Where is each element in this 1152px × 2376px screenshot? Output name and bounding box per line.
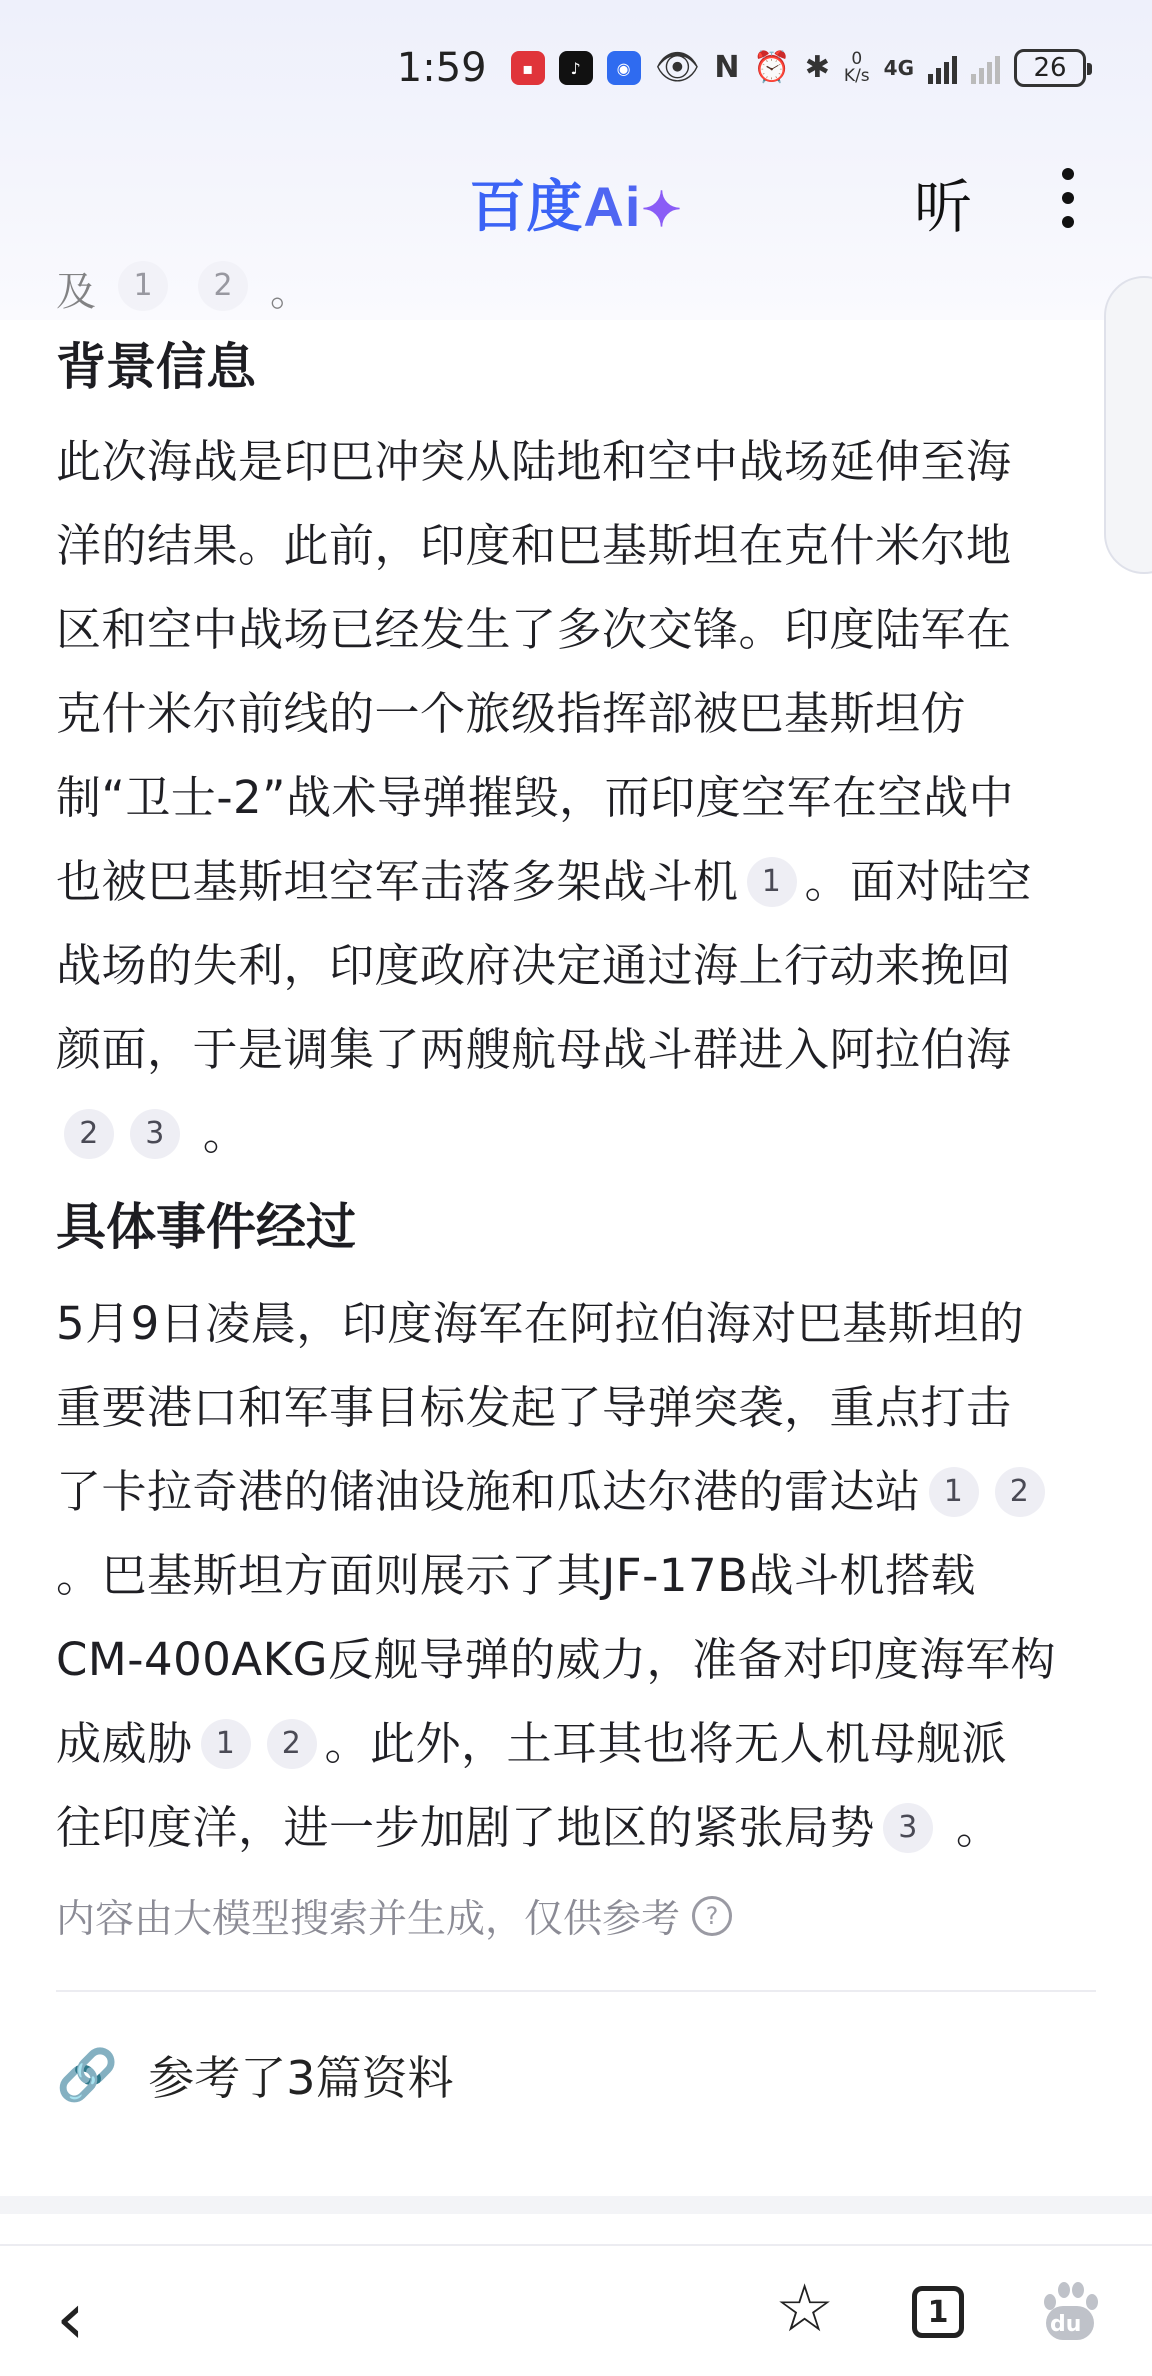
citation-badge[interactable]: 3	[130, 1109, 180, 1159]
text-line	[56, 1534, 1096, 1618]
sparkle-icon: ✦	[641, 184, 683, 237]
text-line	[56, 672, 1096, 756]
nfc-icon: N	[714, 50, 740, 85]
text-segment: 往印度洋，进一步加剧了地区的紧张局势	[56, 1801, 876, 1854]
eye-icon: 👁	[654, 47, 701, 88]
citation-badge[interactable]: 1	[929, 1467, 979, 1517]
section-heading-background: 背景信息	[56, 338, 256, 396]
text-segment: 洋的结果。此前，印度和巴基斯坦在克什米尔地	[56, 519, 1012, 572]
status-time: 1:59	[396, 45, 487, 91]
text-segment: CM-400AKG反舰导弹的威力，准备对印度海军构	[56, 1633, 1057, 1686]
question-mark-icon[interactable]: ?	[692, 1896, 732, 1936]
signal-no-service-icon	[971, 52, 1000, 84]
signal-strength-icon	[928, 52, 957, 84]
text-segment: 成威胁	[56, 1717, 193, 1770]
text-segment: 。此外，土耳其也将无人机母舰派	[324, 1717, 1008, 1770]
section-paragraph-events	[56, 1282, 1096, 1870]
text-segment: 此次海战是印巴冲突从陆地和空中战场延伸至海	[56, 435, 1012, 488]
notification-app-icon-blue: ◉	[607, 51, 641, 85]
text-line	[56, 504, 1096, 588]
text-segment: 制“卫士-2”战术导弹摧毁，而印度空军在空战中	[56, 771, 1014, 824]
answer-content	[56, 320, 1096, 2108]
text-line	[56, 1450, 1096, 1534]
text-line	[56, 1702, 1096, 1786]
bottom-nav	[0, 2244, 1152, 2376]
net-speed: 0 K/s	[843, 49, 870, 86]
network-type: 4G	[883, 56, 914, 80]
text-line	[56, 588, 1096, 672]
text-segment: 。面对陆空	[804, 855, 1033, 908]
star-icon[interactable]: ☆	[775, 2270, 835, 2347]
tabs-icon[interactable]: 1	[912, 2286, 964, 2338]
text-segment: 了卡拉奇港的储油设施和瓜达尔港的雷达站	[56, 1465, 921, 1518]
more-dots-icon[interactable]	[1058, 168, 1078, 228]
text-line	[56, 840, 1096, 924]
text-segment: 颜面，于是调集了两艘航母战斗群进入阿拉伯海	[56, 1023, 1012, 1076]
top-header	[0, 0, 1152, 320]
baidu-paw-icon[interactable]: du	[1040, 2282, 1100, 2342]
section-heading-events: 具体事件经过	[56, 1198, 356, 1256]
text-segment: 。	[188, 1107, 249, 1160]
citation-badge[interactable]: 2	[198, 261, 248, 311]
references-button[interactable]: 🔗 参考了3篇资料	[56, 2045, 454, 2105]
section-paragraph-background	[56, 420, 1096, 1176]
text-line	[56, 1366, 1096, 1450]
citation-badge[interactable]: 2	[267, 1719, 317, 1769]
text-line	[56, 420, 1096, 504]
citation-badge[interactable]: 3	[883, 1803, 933, 1853]
battery-icon: 26	[1014, 49, 1086, 87]
bluetooth-icon: ✱	[804, 50, 830, 85]
citation-badge[interactable]: 1	[747, 857, 797, 907]
text-line	[56, 756, 1096, 840]
section-separator-band	[0, 2196, 1152, 2214]
tiktok-icon: ♪	[559, 51, 593, 85]
text-segment: 5月9日凌晨，印度海军在阿拉伯海对巴基斯坦的	[56, 1297, 1025, 1350]
alarm-off-icon: ⏰	[753, 50, 791, 85]
listen-button[interactable]: 听	[914, 173, 973, 241]
text-line	[56, 1786, 1096, 1870]
side-drawer-handle[interactable]	[1104, 276, 1152, 574]
status-bar	[397, 38, 1086, 98]
text-line	[56, 1282, 1096, 1366]
citation-badge[interactable]: 1	[118, 261, 168, 311]
citation-badge[interactable]: 1	[201, 1719, 251, 1769]
text-segment: 克什米尔前线的一个旅级指挥部被巴基斯坦仿	[56, 687, 967, 740]
text-segment: 。巴基斯坦方面则展示了其JF-17B战斗机搭载	[56, 1549, 977, 1602]
scrolled-text-fragment: 及 1 2 。	[56, 260, 310, 317]
link-icon: 🔗	[56, 2045, 119, 2104]
text-segment: 重要港口和军事目标发起了导弹突袭，重点打击	[56, 1381, 1012, 1434]
text-line	[56, 1618, 1096, 1702]
ai-disclaimer: 内容由大模型搜索并生成，仅供参考 ?	[56, 1888, 1096, 1944]
text-line	[56, 924, 1096, 1008]
notification-app-icon: ▪	[511, 51, 545, 85]
text-segment: 也被巴基斯坦空军击落多架战斗机	[56, 855, 739, 908]
text-segment: 。	[941, 1801, 1002, 1854]
citation-badge[interactable]: 2	[64, 1109, 114, 1159]
baidu-ai-logo: 百度Ai✦	[469, 175, 683, 238]
text-segment: 战场的失利，印度政府决定通过海上行动来挽回	[56, 939, 1012, 992]
citation-badge[interactable]: 2	[995, 1467, 1045, 1517]
back-arrow-icon[interactable]: ‹	[56, 2276, 85, 2360]
text-segment: 区和空中战场已经发生了多次交锋。印度陆军在	[56, 603, 1012, 656]
text-line	[56, 1008, 1096, 1092]
text-line	[56, 1092, 1096, 1176]
